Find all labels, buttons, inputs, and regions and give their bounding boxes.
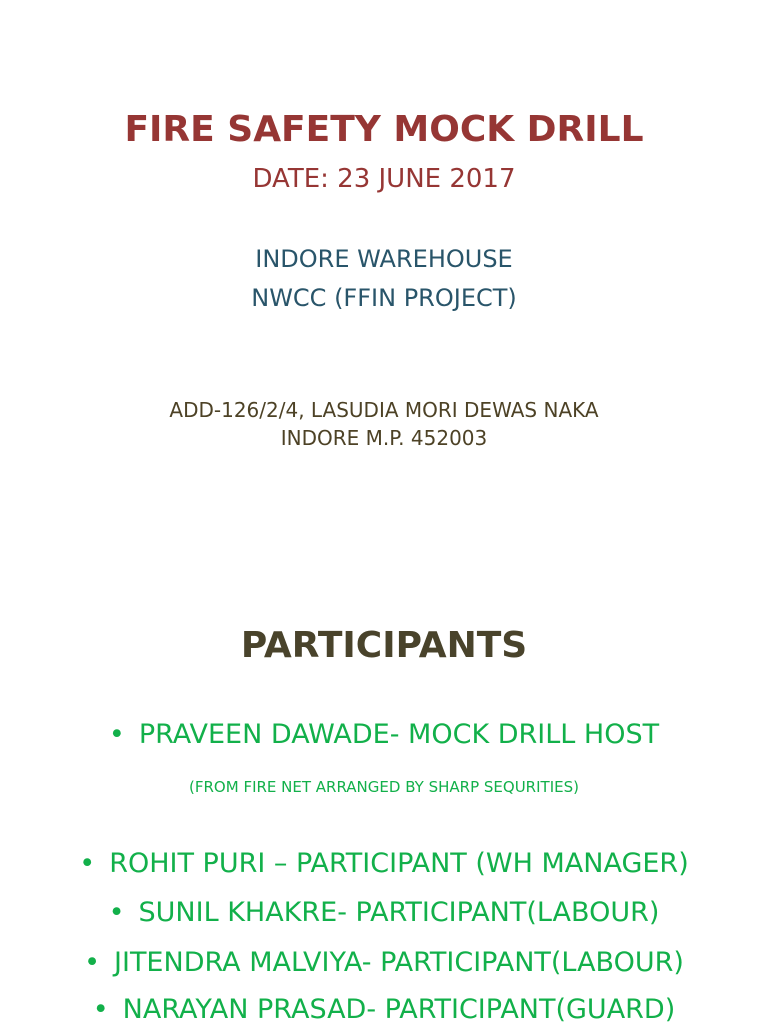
organization-line-1: INDORE WAREHOUSE	[255, 245, 513, 273]
bullet-icon: •	[79, 848, 96, 879]
document-title: FIRE SAFETY MOCK DRILL	[124, 109, 644, 150]
participant-label: ROHIT PURI – PARTICIPANT (WH MANAGER)	[109, 848, 689, 879]
participant-list-item	[0, 850, 768, 877]
bullet-icon: •	[108, 719, 125, 750]
bullet-icon: •	[84, 947, 101, 978]
drill-date: DATE: 23 JUNE 2017	[252, 164, 516, 194]
host-note: (FROM FIRE NET ARRANGED BY SHARP SEQURITIES)	[189, 778, 579, 796]
participant-list-item	[0, 899, 768, 926]
bullet-icon: •	[92, 994, 109, 1024]
participants-heading: PARTICIPANTS	[240, 625, 528, 666]
host-list-item	[0, 721, 768, 748]
host-label: PRAVEEN DAWADE- MOCK DRILL HOST	[138, 719, 660, 750]
organization-line-2: NWCC (FFIN PROJECT)	[251, 284, 517, 312]
participant-label: NARAYAN PRASAD- PARTICIPANT(GUARD)	[122, 994, 676, 1024]
participant-list-item	[0, 949, 768, 976]
address-line-2: INDORE M.P. 452003	[280, 426, 488, 450]
participant-label: JITENDRA MALVIYA- PARTICIPANT(LABOUR)	[114, 947, 684, 978]
participant-list-item	[0, 996, 768, 1023]
participant-label: SUNIL KHAKRE- PARTICIPANT(LABOUR)	[138, 897, 660, 928]
bullet-icon: •	[108, 897, 125, 928]
address-line-1: ADD-126/2/4, LASUDIA MORI DEWAS NAKA	[169, 398, 599, 422]
